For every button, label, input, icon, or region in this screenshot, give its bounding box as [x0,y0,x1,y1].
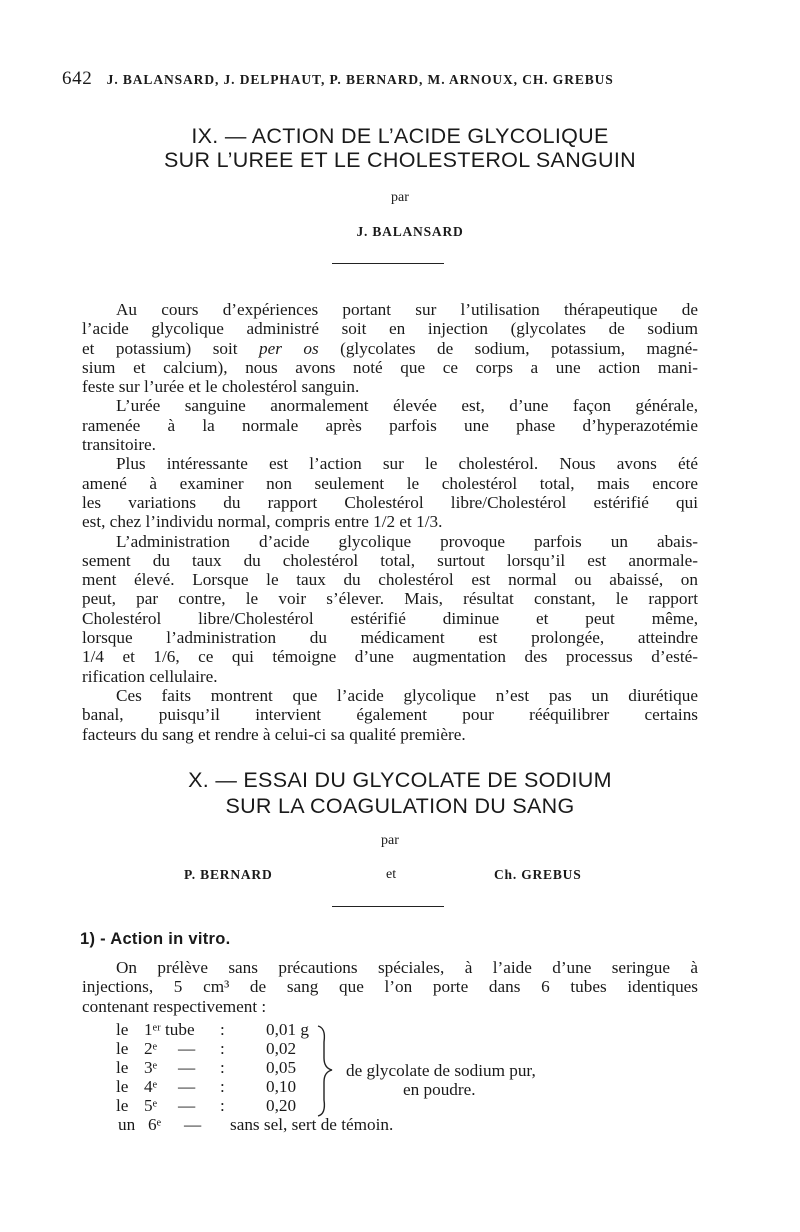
list-ordinal: 4ᵉ [144,1077,157,1096]
section-x-et: et [386,867,397,882]
text-line: ment élevé. Lorsque le taux du cholestérol est normal ou abaissé, on [82,570,698,590]
text-line: ramenée à la normale après parfois une phase d’hyperazotémie [82,415,698,435]
text-line: contenant respectivement : [82,996,267,1016]
text-line: Cholestérol libre/Cholestérol estérifié diminue et peut même, [82,608,698,628]
text-line: banal, puisqu’il intervient également pour rééquilibrer certains [82,705,698,725]
section-x-title-line1: X. — ESSAI DU GLYCOLATE DE SODIUM [188,768,612,792]
list-qty: 0,01 g [266,1020,309,1039]
list-colon: : [220,1077,225,1096]
brace-note-line2: en poudre. [403,1080,476,1099]
curly-brace [312,1022,338,1118]
subheading-action-in-vitro: 1) - Action in vitro. [80,930,231,948]
list-dash: — [178,1096,196,1115]
list-ordinal: 3ᵉ [144,1058,157,1077]
section-divider [332,906,444,907]
section-ix-title-line2: SUR L’UREE ET LE CHOLESTEROL SANGUIN [164,148,636,172]
text-line: rification cellulaire. [82,666,218,686]
text-line: amené à examiner non seulement le cholestérol total, mais encore [82,473,698,493]
text-line: feste sur l’urée et le cholestérol sanguin. [82,377,360,397]
text-line: On prélève sans précautions spéciales, à l’aide d’une seringue à [116,958,698,977]
list-le: le [116,1096,129,1115]
list-colon: : [220,1039,225,1058]
text-line: facteurs du sang et rendre à celui-ci sa qualité première. [82,724,466,744]
list-le: le [116,1039,129,1058]
text-line: Plus intéressante est l’action sur le cholestérol. Nous avons été [116,454,698,474]
list-le: un [118,1115,136,1134]
text-line: Ces faits montrent que l’acide glycolique n’est pas un diurétique [116,685,698,705]
list-qty: 0,05 [266,1058,297,1077]
section-divider [332,263,444,264]
text-line: sium et calcium), nous avons noté que ce corps a une action mani- [82,357,698,377]
list-dash: — [178,1077,196,1096]
text-line: les variations du rapport Cholestérol libre/Cholestérol estérifié qui [82,492,698,512]
list-ordinal: 2ᵉ [144,1039,157,1058]
section-x-author-2: Ch. GREBUS [494,867,582,882]
section-ix-title-line1: IX. — ACTION DE L’ACIDE GLYCOLIQUE [191,124,609,148]
list-dash: — [184,1115,202,1134]
list-ordinal: 1ᵉʳ tube [144,1020,195,1039]
list-dash: — [178,1058,196,1077]
running-head [62,68,742,90]
list-colon: : [220,1096,225,1115]
text-line: L’administration d’acide glycolique provoque parfois un abais- [116,531,698,551]
list-ordinal: 6ᵉ [148,1115,161,1134]
text-line: transitoire. [82,435,156,455]
list-qty: 0,10 [266,1077,297,1096]
section-ix-body [82,300,698,744]
text-line: Au cours d’expériences portant sur l’utilisation thérapeutique de [116,300,698,319]
brace-note-line1: de glycolate de sodium pur, [346,1061,536,1080]
section-x-title-line2: SUR LA COAGULATION DU SANG [225,794,575,818]
section-ix-author: J. BALANSARD [356,224,464,239]
list-le: le [116,1077,129,1096]
list-dash: — [178,1039,196,1058]
list-qty: 0,02 [266,1039,297,1058]
page-number: 642 [62,68,93,89]
list-qty: 0,20 [266,1096,297,1115]
section-x-par: par [381,833,399,848]
section-x-intro [82,958,698,1016]
text-line: est, chez l’individu normal, compris entre 1/2 et 1/3. [82,512,443,532]
control-tube-text: sans sel, sert de témoin. [230,1115,394,1134]
text-line: 1/4 et 1/6, ce qui témoigne d’une augmentation des processus d’esté- [82,647,698,667]
section-x-author-1: P. BERNARD [184,867,273,882]
section-ix-par: par [391,190,409,205]
text-line: L’urée sanguine anormalement élevée est, d’une façon générale, [116,396,698,416]
list-le: le [116,1058,129,1077]
text-line: peut, par contre, le voir s’élever. Mais, résultat constant, le rapport [82,589,698,609]
running-head-authors: J. BALANSARD, J. DELPHAUT, P. BERNARD, M. ARNOUX, CH. GREBUS [106,72,614,87]
list-colon: : [220,1058,225,1077]
text-line: l’acide glycolique administré soit en injection (glycolates de sodium [82,319,698,339]
list-colon: : [220,1020,225,1039]
list-le: le [116,1020,129,1039]
list-ordinal: 5ᵉ [144,1096,157,1115]
text-line: et potassium) soit per os (glycolates de sodium, potassium, magné- [82,338,698,358]
text-line: sement du taux du cholestérol total, surtout lorsqu’il est anormale- [82,550,698,570]
text-line: injections, 5 cm³ de sang que l’on porte dans 6 tubes identiques [82,977,698,997]
text-line: lorsque l’administration du médicament est prolongée, atteindre [82,628,698,648]
